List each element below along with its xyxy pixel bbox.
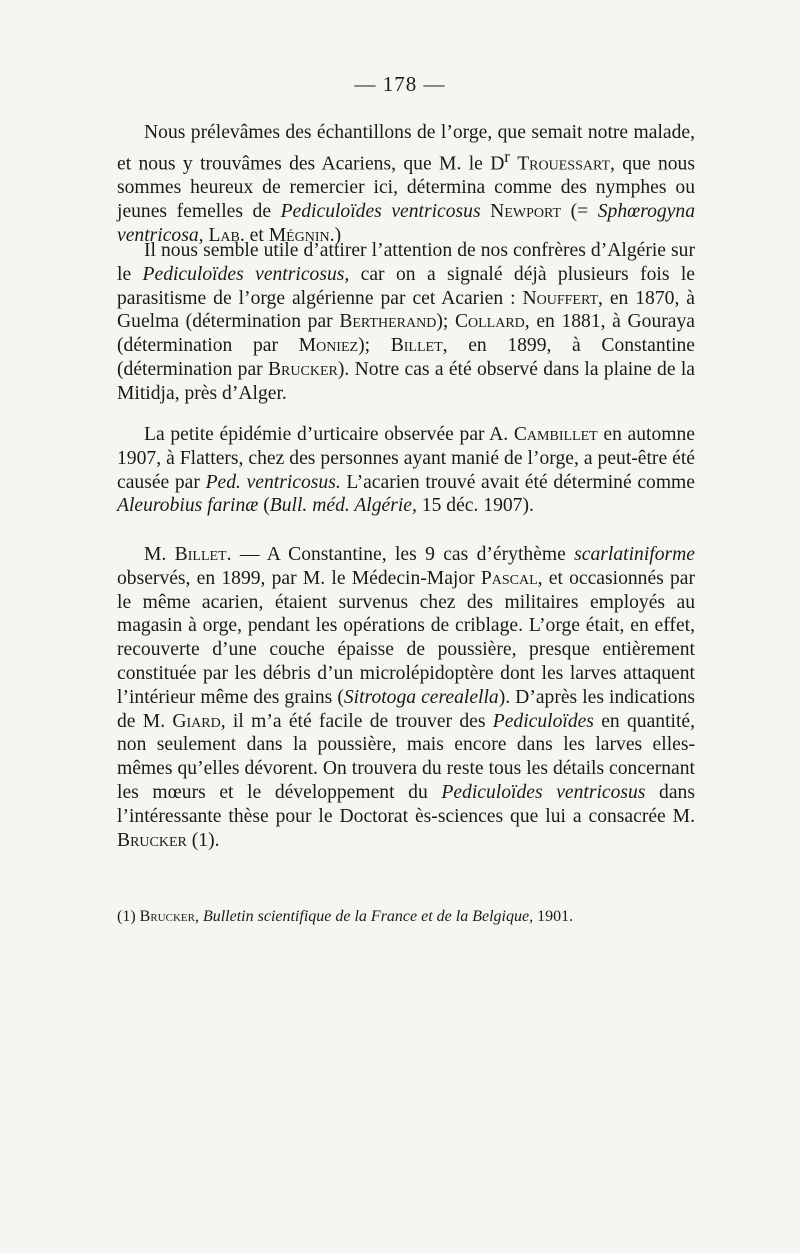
text-run: Il nous semble utile d’attirer l’attention de nos confrères d’Algérie sur le bbox=[117, 240, 695, 285]
text-run: , en 1881, à Gouraya (détermination par bbox=[117, 311, 695, 357]
species-name: Aleurobius farinæ bbox=[117, 495, 259, 517]
species-name: Sitrotoga cerealella bbox=[343, 686, 499, 708]
text-run: ). D’après les indications de M. bbox=[117, 686, 695, 732]
text-run: , il m’a été facile de trouver des bbox=[220, 710, 493, 732]
author-name: Mégnin. bbox=[268, 224, 335, 246]
text-run: La petite épidémie d’urticaire observée par A. bbox=[144, 424, 514, 445]
author-name: Brucker, bbox=[139, 908, 199, 925]
author-name: Billet bbox=[390, 335, 443, 357]
citation-title: Bull. méd. Algérie, bbox=[269, 495, 417, 517]
text-run: en automne 1907, à Flatters, chez des personnes ayant manié de l’orge, a peut-être été causée par bbox=[117, 424, 695, 493]
text-run: et bbox=[244, 224, 269, 246]
species-name: Pediculoïdes ventricosus, bbox=[142, 263, 350, 285]
author-name: Giard bbox=[172, 710, 221, 732]
author-name: Billet bbox=[174, 544, 227, 565]
text-run: Nous prélevâmes des échantillons de l’orge, que semait notre malade, et nous y trouvâmes des Acariens, que M. le D bbox=[117, 122, 695, 175]
text-run: dans l’intéressante thèse pour le Doctorat ès-sciences que lui a consacrée M. bbox=[117, 781, 695, 827]
text-run: ); bbox=[436, 311, 455, 333]
page-number: — 178 — bbox=[354, 72, 446, 96]
author-name: Brucker bbox=[267, 358, 338, 380]
species-name: Ped. ventricosus. bbox=[205, 471, 341, 493]
text-run: 1901. bbox=[533, 908, 574, 925]
author-name: Moniez bbox=[298, 335, 359, 357]
text-run: ). Notre cas a été observé dans la plaine de la Mitidja, près d’Alger. bbox=[117, 358, 695, 404]
text-run: . — A Constantine, les 9 cas d’érythème bbox=[226, 544, 575, 565]
footnote-marker: (1) bbox=[117, 908, 140, 925]
paragraph-1 bbox=[117, 121, 695, 248]
text-run: en quantité, non seulement dans la poussière, mais encore dans les larves elles-mêmes qu’elles dévorent. On trouvera du reste tous les détails concernant les mœurs et le développement du bbox=[117, 710, 695, 803]
superscript: r bbox=[504, 146, 510, 166]
author-name: Pascal bbox=[480, 567, 538, 589]
author-name: Newport bbox=[490, 200, 562, 222]
footnote bbox=[117, 906, 695, 928]
citation-title: Bulletin scientifique de la France et de la Belgique, bbox=[202, 908, 534, 925]
paragraph-4 bbox=[117, 543, 695, 852]
species-name: Pediculoïdes bbox=[492, 710, 594, 732]
text-run: ); bbox=[358, 335, 391, 357]
author-name: Collard bbox=[454, 311, 525, 333]
text-run: ( bbox=[258, 495, 270, 517]
italic-term: scarlatiniforme bbox=[574, 544, 695, 565]
text-run: , que nous sommes heureux de remercier ici, détermina comme des nymphes ou jeunes femelles de bbox=[117, 153, 695, 222]
author-name: Bertherand bbox=[339, 311, 437, 333]
text-run: (1). bbox=[186, 829, 220, 851]
text-run: car on a signalé déjà plusieurs fois le parasitisme de l’orge algérienne par cet Acarien : bbox=[117, 263, 695, 309]
author-name: Cambillet bbox=[513, 424, 598, 445]
text-run: , en 1899, à Constantine (détermination par bbox=[117, 335, 696, 380]
text-run: observés, en 1899, par M. le Médecin-Major bbox=[117, 567, 481, 589]
author-name: Lab. bbox=[208, 224, 245, 246]
author-name: Brucker bbox=[117, 829, 187, 851]
text-run: M. bbox=[144, 544, 175, 565]
species-name: Pediculoïdes ventricosus bbox=[441, 781, 646, 803]
text-run: , en 1870, à Guelma (détermination par bbox=[117, 287, 695, 333]
paragraph-3 bbox=[117, 423, 695, 518]
species-name: Sphœrogyna ventricosa, bbox=[117, 200, 695, 246]
author-name: Trouessart bbox=[517, 153, 611, 175]
text-run: (= bbox=[561, 200, 598, 222]
paragraph-2 bbox=[117, 239, 695, 406]
species-name: Pediculoïdes ventricosus bbox=[280, 200, 481, 222]
text-run: L’acarien trouvé avait été déterminé comme bbox=[340, 471, 695, 493]
text-run: 15 déc. 1907). bbox=[416, 495, 534, 517]
text-run: ) bbox=[334, 224, 342, 246]
text-run: , et occasionnés par le même acarien, étaient survenus chez des militaires employés au magasin à orge, pendant les opérations de criblage. L’orge était, en effet, recouverte d’une couche épaisse de poussière, presque entièrement constituée par les débris d’un microlépidoptère dont les larves attaquent l’intérieur même des grains ( bbox=[117, 567, 695, 708]
author-name: Nouffert bbox=[522, 287, 598, 309]
